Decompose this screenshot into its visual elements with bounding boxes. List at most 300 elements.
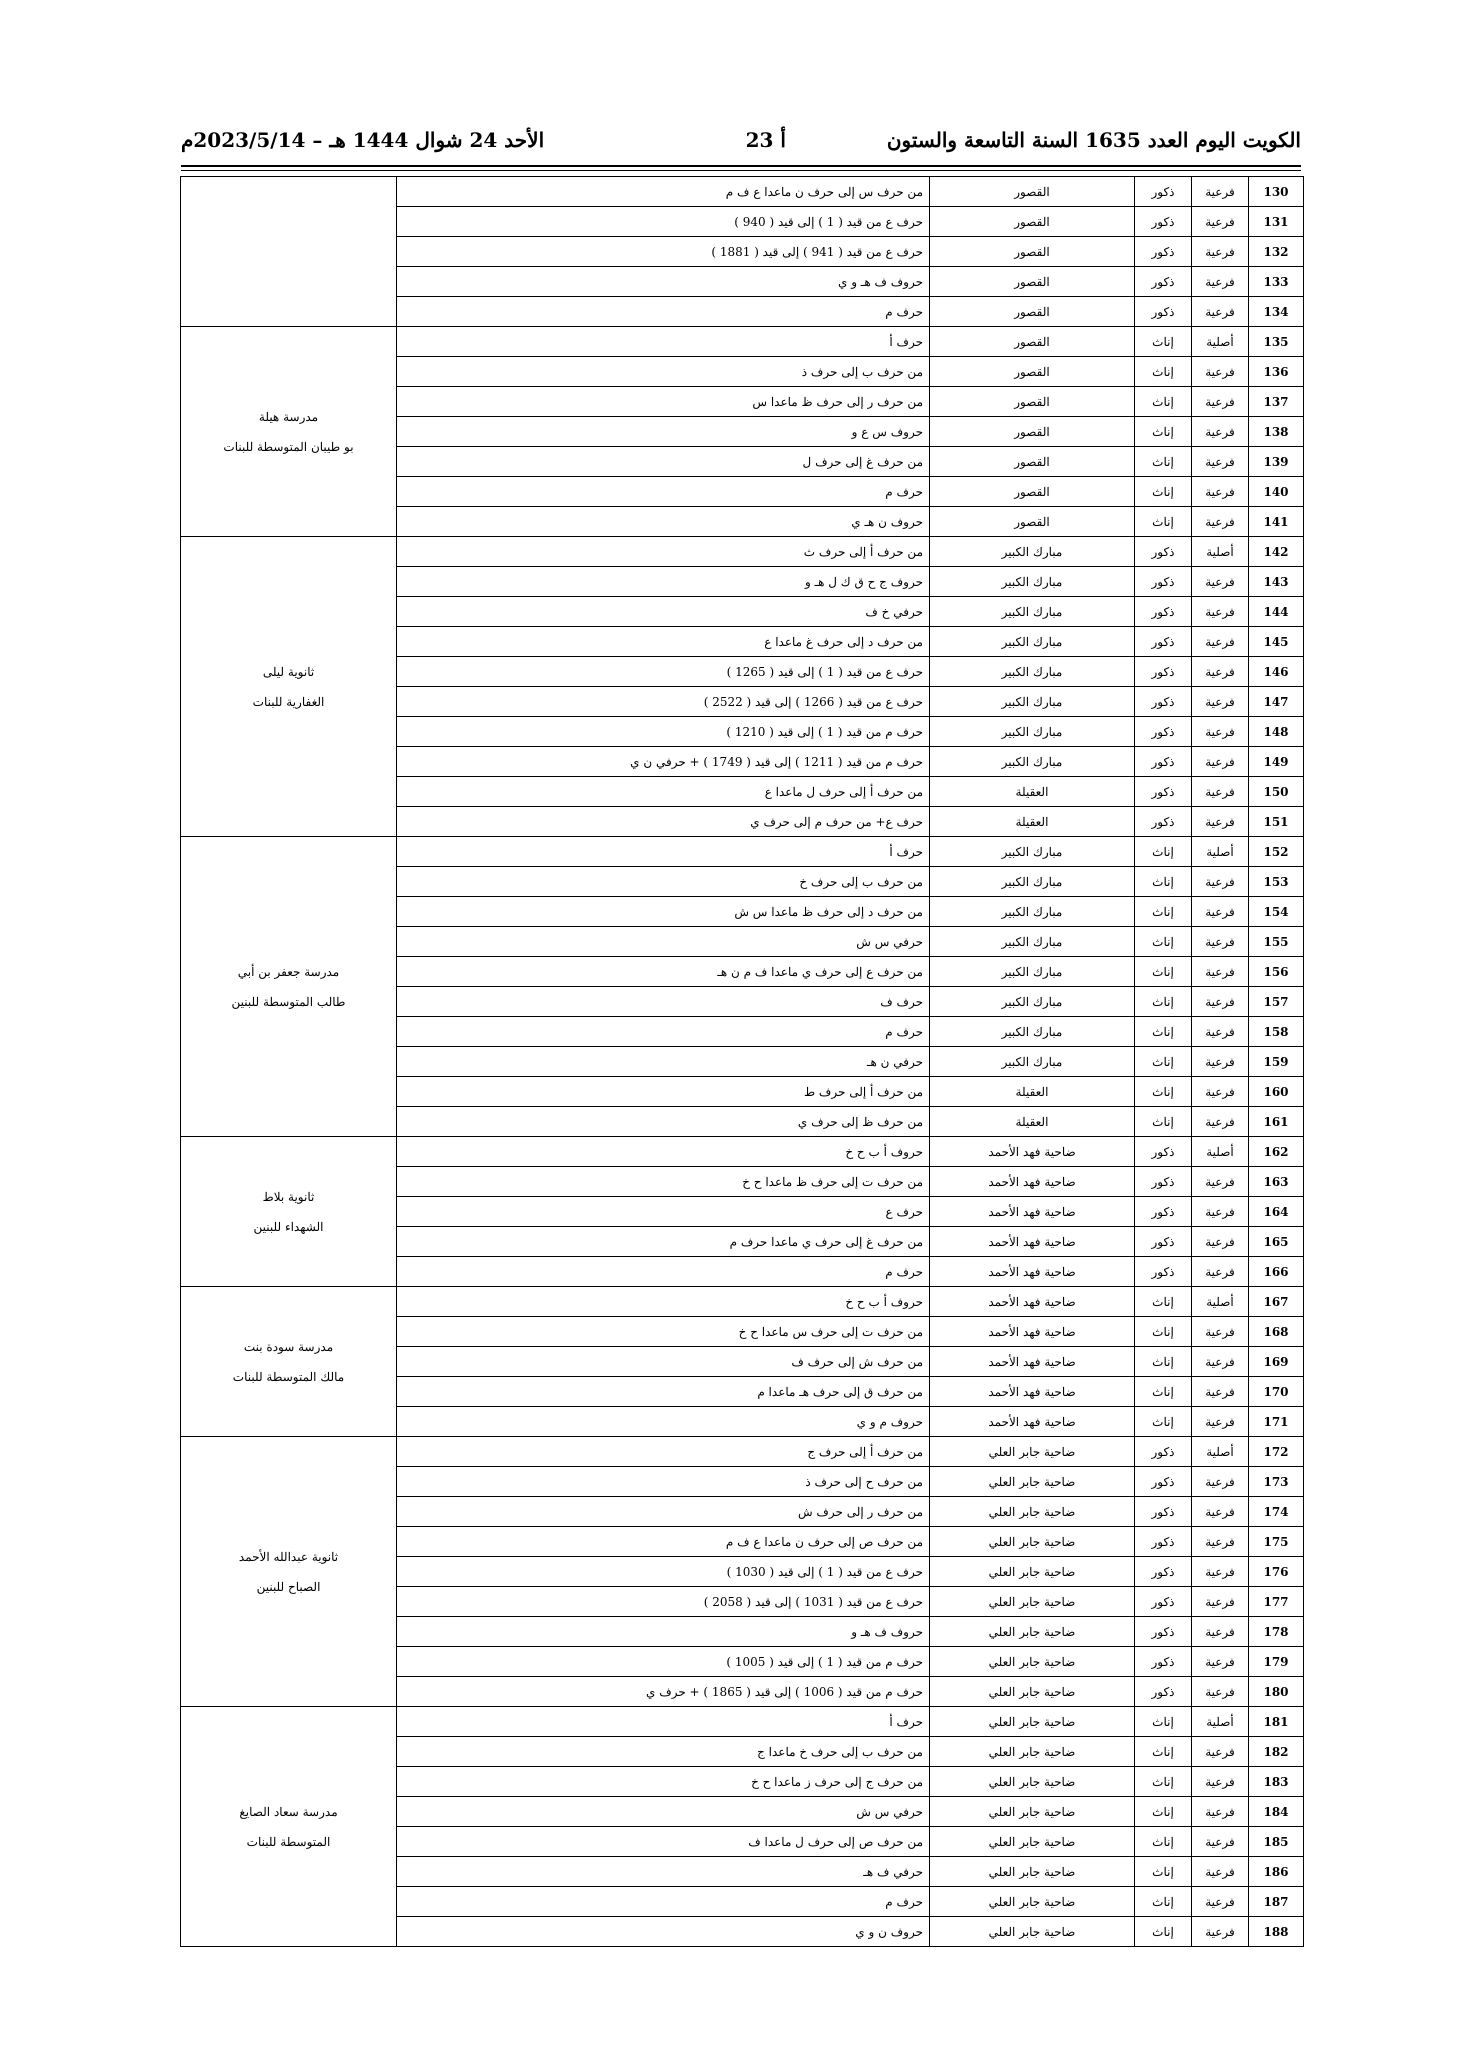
school-name (181, 1137, 397, 1287)
gender: إناث (1135, 1407, 1192, 1437)
school-name-line: طالب المتوسطة للبنين (231, 994, 346, 1009)
committee-type: فرعية (1192, 807, 1249, 837)
committee-number: 137 (1249, 387, 1304, 417)
area: مبارك الكبير (930, 927, 1135, 957)
letter-range: حروف ن هـ ي (397, 507, 930, 537)
area: العقيلة (930, 807, 1135, 837)
letter-range: من حرف ت إلى حرف س ماعدا ح خ (397, 1317, 930, 1347)
letter-range: من حرف ج إلى حرف ز ماعدا ح خ (397, 1767, 930, 1797)
committee-number: 140 (1249, 477, 1304, 507)
area: القصور (930, 507, 1135, 537)
gender: إناث (1135, 417, 1192, 447)
committee-type: فرعية (1192, 267, 1249, 297)
letter-range: من حرف غ إلى حرف ي ماعدا حرف م (397, 1227, 930, 1257)
table-row (181, 177, 1304, 207)
committee-type: فرعية (1192, 357, 1249, 387)
school-name-line: الصباح للبنين (256, 1579, 321, 1594)
committee-type: فرعية (1192, 567, 1249, 597)
gender: إناث (1135, 1017, 1192, 1047)
area: القصور (930, 327, 1135, 357)
area: القصور (930, 207, 1135, 237)
committee-type: فرعية (1192, 1047, 1249, 1077)
gender: إناث (1135, 1827, 1192, 1857)
letter-range: من حرف س إلى حرف ن ماعدا ع ف م (397, 177, 930, 207)
gender: ذكور (1135, 297, 1192, 327)
school-name (181, 1707, 397, 1947)
table-row (181, 1707, 1304, 1737)
newspaper-issue-title: الكويت اليوم العدد 1635 السنة التاسعة والستون (886, 128, 1301, 152)
school-name (181, 177, 397, 327)
committee-number: 174 (1249, 1497, 1304, 1527)
area: ضاحية فهد الأحمد (930, 1137, 1135, 1167)
committee-type: أصلية (1192, 327, 1249, 357)
gender: إناث (1135, 1047, 1192, 1077)
area: مبارك الكبير (930, 717, 1135, 747)
committee-number: 148 (1249, 717, 1304, 747)
area: ضاحية جابر العلي (930, 1467, 1135, 1497)
committee-number: 179 (1249, 1647, 1304, 1677)
page-header (181, 122, 1301, 158)
committee-type: فرعية (1192, 387, 1249, 417)
area: ضاحية جابر العلي (930, 1767, 1135, 1797)
committee-number: 187 (1249, 1887, 1304, 1917)
area: ضاحية فهد الأحمد (930, 1227, 1135, 1257)
school-name-line: المتوسطة للبنات (246, 1834, 331, 1849)
area: مبارك الكبير (930, 657, 1135, 687)
area: ضاحية جابر العلي (930, 1707, 1135, 1737)
committee-number: 175 (1249, 1527, 1304, 1557)
gender: ذكور (1135, 1257, 1192, 1287)
gender: ذكور (1135, 1197, 1192, 1227)
committee-type: فرعية (1192, 987, 1249, 1017)
committee-number: 173 (1249, 1467, 1304, 1497)
area: مبارك الكبير (930, 747, 1135, 777)
gender: إناث (1135, 1377, 1192, 1407)
letter-range: حرف ع من قيد ( 1 ) إلى قيد ( 1265 ) (397, 657, 930, 687)
gender: ذكور (1135, 1647, 1192, 1677)
letter-range: حرف أ (397, 327, 930, 357)
committee-number: 160 (1249, 1077, 1304, 1107)
committee-number: 166 (1249, 1257, 1304, 1287)
letter-range: حرف ف (397, 987, 930, 1017)
committee-type: فرعية (1192, 177, 1249, 207)
committee-type: فرعية (1192, 687, 1249, 717)
gender: ذكور (1135, 657, 1192, 687)
area: ضاحية فهد الأحمد (930, 1197, 1135, 1227)
gender: إناث (1135, 387, 1192, 417)
committee-number: 151 (1249, 807, 1304, 837)
gender: ذكور (1135, 567, 1192, 597)
gender: ذكور (1135, 717, 1192, 747)
committee-type: فرعية (1192, 1737, 1249, 1767)
committee-number: 147 (1249, 687, 1304, 717)
committee-type: فرعية (1192, 627, 1249, 657)
gender: ذكور (1135, 1677, 1192, 1707)
gender: ذكور (1135, 1557, 1192, 1587)
committee-type: فرعية (1192, 1467, 1249, 1497)
letter-range: من حرف ق إلى حرف هـ ماعدا م (397, 1377, 930, 1407)
letter-range: حرف م من قيد ( 1 ) إلى قيد ( 1005 ) (397, 1647, 930, 1677)
committee-type: فرعية (1192, 417, 1249, 447)
gender: ذكور (1135, 267, 1192, 297)
gender: ذكور (1135, 1467, 1192, 1497)
area: ضاحية فهد الأحمد (930, 1317, 1135, 1347)
committee-type: فرعية (1192, 1227, 1249, 1257)
gender: ذكور (1135, 1227, 1192, 1257)
gender: إناث (1135, 987, 1192, 1017)
school-name-line: مدرسة سعاد الصايغ (239, 1804, 338, 1819)
committee-number: 171 (1249, 1407, 1304, 1437)
letter-range: حرف أ (397, 1707, 930, 1737)
gender: ذكور (1135, 1617, 1192, 1647)
school-name-line: ثانوية ليلى (262, 664, 315, 679)
committee-type: فرعية (1192, 447, 1249, 477)
area: ضاحية فهد الأحمد (930, 1287, 1135, 1317)
committee-number: 136 (1249, 357, 1304, 387)
area: ضاحية جابر العلي (930, 1557, 1135, 1587)
gender: إناث (1135, 357, 1192, 387)
committee-type: فرعية (1192, 1527, 1249, 1557)
letter-range: حرف م من قيد ( 1 ) إلى قيد ( 1210 ) (397, 717, 930, 747)
committee-type: فرعية (1192, 717, 1249, 747)
committee-type: فرعية (1192, 1647, 1249, 1677)
area: مبارك الكبير (930, 627, 1135, 657)
area: ضاحية جابر العلي (930, 1797, 1135, 1827)
area: القصور (930, 297, 1135, 327)
committee-type: فرعية (1192, 1917, 1249, 1947)
committee-number: 141 (1249, 507, 1304, 537)
committee-type: فرعية (1192, 657, 1249, 687)
letter-range: من حرف ش إلى حرف ف (397, 1347, 930, 1377)
gender: إناث (1135, 927, 1192, 957)
area: ضاحية فهد الأحمد (930, 1377, 1135, 1407)
letter-range: من حرف ظ إلى حرف ي (397, 1107, 930, 1137)
committee-number: 142 (1249, 537, 1304, 567)
committee-number: 169 (1249, 1347, 1304, 1377)
letter-range: من حرف أ إلى حرف ط (397, 1077, 930, 1107)
area: ضاحية جابر العلي (930, 1587, 1135, 1617)
area: ضاحية فهد الأحمد (930, 1167, 1135, 1197)
committee-number: 154 (1249, 897, 1304, 927)
letter-range: من حرف د إلى حرف غ ماعدا ع (397, 627, 930, 657)
committee-type: فرعية (1192, 1197, 1249, 1227)
letter-range: حرف م (397, 297, 930, 327)
letter-range: من حرف ب إلى حرف ذ (397, 357, 930, 387)
area: ضاحية جابر العلي (930, 1917, 1135, 1947)
letter-range: من حرف أ إلى حرف ث (397, 537, 930, 567)
gender: إناث (1135, 327, 1192, 357)
school-name-line: مالك المتوسطة للبنات (232, 1369, 345, 1384)
publication-date: الأحد 24 شوال 1444 هـ – 2023/5/14م (181, 128, 545, 152)
gender: إناث (1135, 477, 1192, 507)
committee-number: 150 (1249, 777, 1304, 807)
committee-number: 181 (1249, 1707, 1304, 1737)
area: العقيلة (930, 1107, 1135, 1137)
committee-number: 144 (1249, 597, 1304, 627)
letter-range: من حرف د إلى حرف ظ ماعدا س ش (397, 897, 930, 927)
letter-range: حرفي س ش (397, 927, 930, 957)
area: القصور (930, 237, 1135, 267)
committee-number: 133 (1249, 267, 1304, 297)
area: ضاحية جابر العلي (930, 1887, 1135, 1917)
area: العقيلة (930, 1077, 1135, 1107)
committee-number: 159 (1249, 1047, 1304, 1077)
area: ضاحية جابر العلي (930, 1737, 1135, 1767)
committee-type: فرعية (1192, 1887, 1249, 1917)
area: مبارك الكبير (930, 537, 1135, 567)
gender: ذكور (1135, 807, 1192, 837)
area: ضاحية جابر العلي (930, 1677, 1135, 1707)
committee-number: 139 (1249, 447, 1304, 477)
committee-type: فرعية (1192, 597, 1249, 627)
gender: ذكور (1135, 687, 1192, 717)
school-name-line: مدرسة جعفر بن أبي (237, 964, 340, 979)
gender: إناث (1135, 1737, 1192, 1767)
header-rule-thin (181, 170, 1301, 171)
letter-range: حرف ع من قيد ( 1266 ) إلى قيد ( 2522 ) (397, 687, 930, 717)
committee-type: فرعية (1192, 957, 1249, 987)
letter-range: من حرف أ إلى حرف ل ماعدا ع (397, 777, 930, 807)
committee-type: فرعية (1192, 1557, 1249, 1587)
letter-range: حروف ف هـ و (397, 1617, 930, 1647)
area: مبارك الكبير (930, 1047, 1135, 1077)
committee-type: فرعية (1192, 1077, 1249, 1107)
table-row (181, 327, 1304, 357)
school-name-line: الشهداء للبنين (253, 1219, 324, 1234)
letter-range: حرف ع+ من حرف م إلى حرف ي (397, 807, 930, 837)
committee-type: أصلية (1192, 1707, 1249, 1737)
gender: ذكور (1135, 627, 1192, 657)
committee-type: أصلية (1192, 1137, 1249, 1167)
letter-range: حرف م (397, 1887, 930, 1917)
gender: إناث (1135, 867, 1192, 897)
area: مبارك الكبير (930, 687, 1135, 717)
letter-range: حروف ج ح ق ك ل هـ و (397, 567, 930, 597)
gender: إناث (1135, 1857, 1192, 1887)
committee-number: 185 (1249, 1827, 1304, 1857)
letter-range: حرف ع من قيد ( 1 ) إلى قيد ( 940 ) (397, 207, 930, 237)
committee-type: فرعية (1192, 1497, 1249, 1527)
letter-range: حرف ع من قيد ( 941 ) إلى قيد ( 1881 ) (397, 237, 930, 267)
committees-table-body (181, 177, 1304, 1947)
table-row (181, 1137, 1304, 1167)
gender: إناث (1135, 1077, 1192, 1107)
committee-type: فرعية (1192, 1167, 1249, 1197)
letter-range: من حرف ر إلى حرف ظ ماعدا س (397, 387, 930, 417)
committee-number: 180 (1249, 1677, 1304, 1707)
school-name (181, 537, 397, 837)
committee-type: فرعية (1192, 1347, 1249, 1377)
letter-range: حروف أ ب ح خ (397, 1287, 930, 1317)
area: القصور (930, 477, 1135, 507)
committee-type: أصلية (1192, 837, 1249, 867)
committee-type: فرعية (1192, 1587, 1249, 1617)
committees-table (180, 176, 1304, 1947)
committee-number: 178 (1249, 1617, 1304, 1647)
committee-type: فرعية (1192, 1827, 1249, 1857)
letter-range: من حرف غ إلى حرف ل (397, 447, 930, 477)
area: مبارك الكبير (930, 957, 1135, 987)
area: مبارك الكبير (930, 987, 1135, 1017)
school-name-line: ثانوية بلاط (262, 1189, 315, 1204)
area: القصور (930, 447, 1135, 477)
committee-number: 183 (1249, 1767, 1304, 1797)
letter-range: من حرف ص إلى حرف ل ماعدا ف (397, 1827, 930, 1857)
letter-range: حرف ع من قيد ( 1 ) إلى قيد ( 1030 ) (397, 1557, 930, 1587)
letter-range: حرف ع من قيد ( 1031 ) إلى قيد ( 2058 ) (397, 1587, 930, 1617)
gender: إناث (1135, 837, 1192, 867)
committee-type: أصلية (1192, 537, 1249, 567)
committee-number: 143 (1249, 567, 1304, 597)
committee-number: 157 (1249, 987, 1304, 1017)
committee-number: 135 (1249, 327, 1304, 357)
gender: ذكور (1135, 1587, 1192, 1617)
committee-type: فرعية (1192, 207, 1249, 237)
area: القصور (930, 267, 1135, 297)
school-name-line: بو طيبان المتوسطة للبنات (223, 439, 354, 454)
letter-range: حرف ع (397, 1197, 930, 1227)
letter-range: من حرف ع إلى حرف ي ماعدا ف م ن هـ (397, 957, 930, 987)
committee-type: فرعية (1192, 1857, 1249, 1887)
committee-number: 176 (1249, 1557, 1304, 1587)
table-row (181, 537, 1304, 567)
committee-number: 161 (1249, 1107, 1304, 1137)
committee-type: فرعية (1192, 1317, 1249, 1347)
school-name-line: مدرسة هيلة (258, 409, 319, 424)
gender: ذكور (1135, 1437, 1192, 1467)
gender: ذكور (1135, 1167, 1192, 1197)
letter-range: حروف أ ب ح خ (397, 1137, 930, 1167)
gender: إناث (1135, 1287, 1192, 1317)
gender: إناث (1135, 1347, 1192, 1377)
gender: ذكور (1135, 237, 1192, 267)
letter-range: من حرف ب إلى حرف خ ماعدا ج (397, 1737, 930, 1767)
committee-number: 156 (1249, 957, 1304, 987)
page-number: أ 23 (745, 128, 786, 152)
committee-number: 149 (1249, 747, 1304, 777)
committee-type: فرعية (1192, 747, 1249, 777)
gender: ذكور (1135, 177, 1192, 207)
area: ضاحية جابر العلي (930, 1857, 1135, 1887)
area: مبارك الكبير (930, 1017, 1135, 1047)
table-row (181, 1437, 1304, 1467)
gender: ذكور (1135, 207, 1192, 237)
committee-number: 158 (1249, 1017, 1304, 1047)
committee-number: 146 (1249, 657, 1304, 687)
letter-range: حرفي ن هـ (397, 1047, 930, 1077)
committee-number: 170 (1249, 1377, 1304, 1407)
area: ضاحية جابر العلي (930, 1497, 1135, 1527)
gender: إناث (1135, 447, 1192, 477)
gender: إناث (1135, 1767, 1192, 1797)
committee-number: 167 (1249, 1287, 1304, 1317)
gender: إناث (1135, 957, 1192, 987)
gender: ذكور (1135, 537, 1192, 567)
gender: إناث (1135, 1887, 1192, 1917)
header-rule-thick (181, 165, 1301, 167)
table-row (181, 1287, 1304, 1317)
area: القصور (930, 387, 1135, 417)
letter-range: من حرف ح إلى حرف ذ (397, 1467, 930, 1497)
gender: ذكور (1135, 1527, 1192, 1557)
area: القصور (930, 357, 1135, 387)
committee-type: فرعية (1192, 1107, 1249, 1137)
committee-number: 188 (1249, 1917, 1304, 1947)
letter-range: حروف س ع و (397, 417, 930, 447)
committee-type: أصلية (1192, 1287, 1249, 1317)
committee-type: فرعية (1192, 1377, 1249, 1407)
area: القصور (930, 417, 1135, 447)
committee-number: 155 (1249, 927, 1304, 957)
letter-range: حرف م من قيد ( 1211 ) إلى قيد ( 1749 ) + حرفي ن ي (397, 747, 930, 777)
committee-number: 162 (1249, 1137, 1304, 1167)
committee-number: 132 (1249, 237, 1304, 267)
gender: ذكور (1135, 777, 1192, 807)
letter-range: حرفي س ش (397, 1797, 930, 1827)
committee-number: 152 (1249, 837, 1304, 867)
letter-range: من حرف ر إلى حرف ش (397, 1497, 930, 1527)
committee-type: فرعية (1192, 927, 1249, 957)
gender: ذكور (1135, 1137, 1192, 1167)
committee-number: 163 (1249, 1167, 1304, 1197)
gender: إناث (1135, 1707, 1192, 1737)
committee-type: فرعية (1192, 507, 1249, 537)
letter-range: حروف م و ي (397, 1407, 930, 1437)
gender: إناث (1135, 1797, 1192, 1827)
school-name-line: الغفارية للبنات (252, 694, 325, 709)
area: ضاحية فهد الأحمد (930, 1407, 1135, 1437)
gender: إناث (1135, 1917, 1192, 1947)
letter-range: من حرف أ إلى حرف ج (397, 1437, 930, 1467)
committee-type: فرعية (1192, 777, 1249, 807)
letter-range: من حرف ت إلى حرف ظ ماعدا ح خ (397, 1167, 930, 1197)
area: ضاحية جابر العلي (930, 1617, 1135, 1647)
committee-number: 184 (1249, 1797, 1304, 1827)
committee-type: فرعية (1192, 1257, 1249, 1287)
area: مبارك الكبير (930, 897, 1135, 927)
letter-range: حرفي خ ف (397, 597, 930, 627)
gender: ذكور (1135, 747, 1192, 777)
committee-number: 165 (1249, 1227, 1304, 1257)
letter-range: حرف أ (397, 837, 930, 867)
area: ضاحية فهد الأحمد (930, 1347, 1135, 1377)
gender: إناث (1135, 1317, 1192, 1347)
area: ضاحية فهد الأحمد (930, 1257, 1135, 1287)
letter-range: حرفي ف هـ (397, 1857, 930, 1887)
table-row (181, 837, 1304, 867)
school-name (181, 1287, 397, 1437)
committee-number: 153 (1249, 867, 1304, 897)
committee-number: 134 (1249, 297, 1304, 327)
committee-type: فرعية (1192, 297, 1249, 327)
school-name-line: مدرسة سودة بنت (243, 1339, 334, 1354)
committee-type: فرعية (1192, 1797, 1249, 1827)
area: ضاحية جابر العلي (930, 1647, 1135, 1677)
school-name-line: ثانوية عبدالله الأحمد (238, 1549, 339, 1564)
committee-type: أصلية (1192, 1437, 1249, 1467)
committee-type: فرعية (1192, 477, 1249, 507)
letter-range: حرف م (397, 1257, 930, 1287)
area: ضاحية جابر العلي (930, 1527, 1135, 1557)
gender: إناث (1135, 507, 1192, 537)
committee-type: فرعية (1192, 867, 1249, 897)
committee-number: 172 (1249, 1437, 1304, 1467)
committee-type: فرعية (1192, 1407, 1249, 1437)
committee-type: فرعية (1192, 897, 1249, 927)
gender: إناث (1135, 897, 1192, 927)
gender: ذكور (1135, 597, 1192, 627)
committee-number: 182 (1249, 1737, 1304, 1767)
